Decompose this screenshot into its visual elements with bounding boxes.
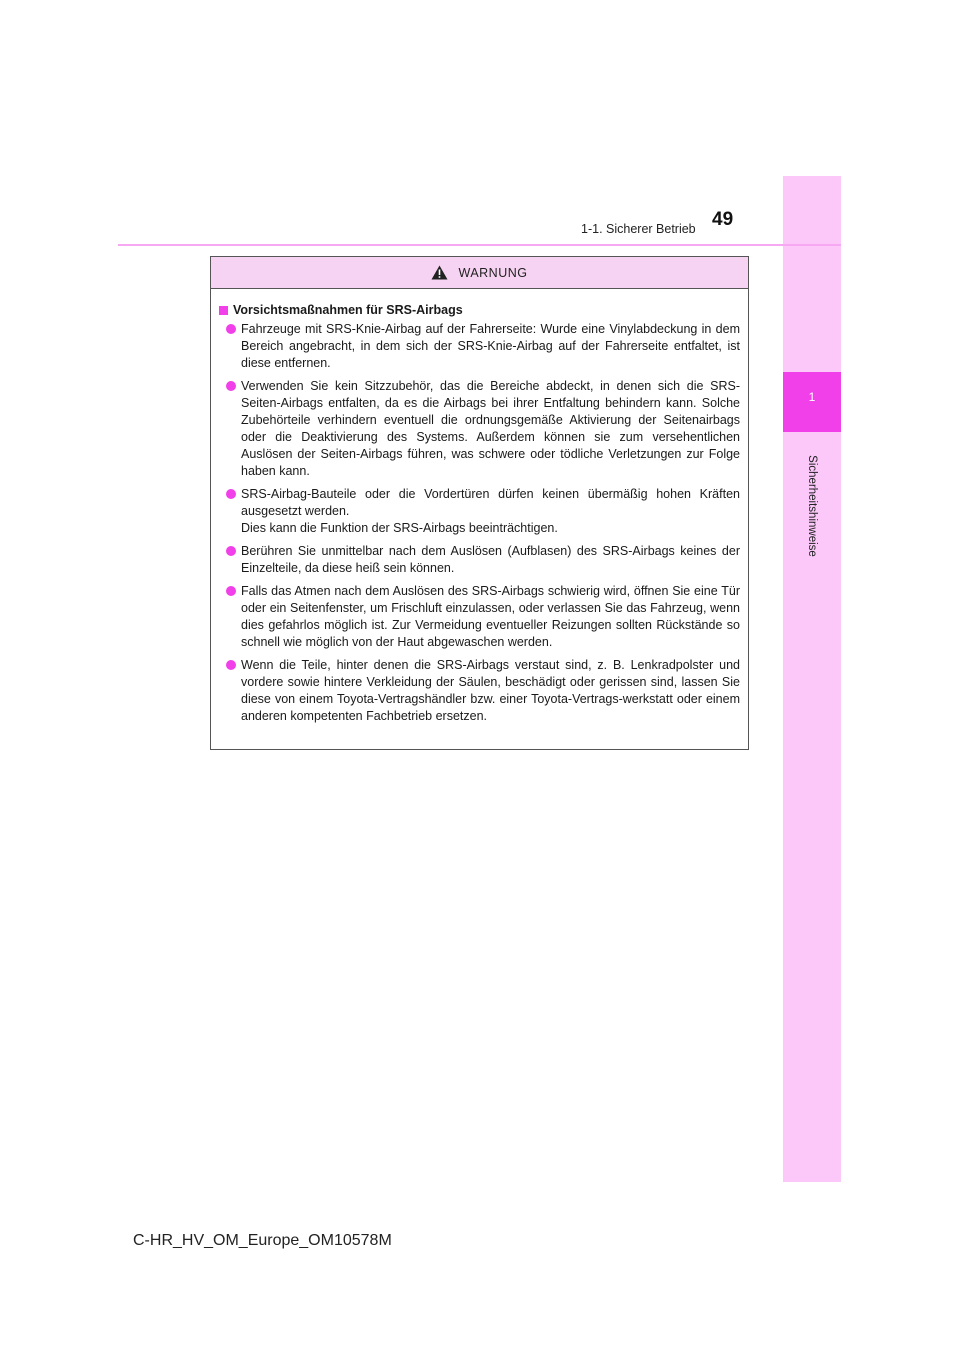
bullet-dot-icon — [226, 546, 236, 556]
header-rule — [118, 244, 841, 246]
warning-subheading-text: Vorsichtsmaßnahmen für SRS-Airbags — [233, 303, 463, 317]
list-item — [219, 378, 740, 480]
warning-body — [211, 289, 748, 725]
square-marker-icon — [219, 306, 228, 315]
list-item-text: Berühren Sie unmittelbar nach dem Auslösen (Aufblasen) des SRS-Airbags keines der Einzelteile, da diese heiß sein können. — [241, 544, 740, 575]
list-item — [219, 321, 740, 372]
bullet-dot-icon — [226, 324, 236, 334]
side-tab-number: 1 — [808, 390, 816, 404]
list-item-text: Wenn die Teile, hinter denen die SRS-Airbags verstaut sind, z. B. Lenkradpolster und vordere sowie hintere Verkleidung der Säulen, beschädigt oder gerissen sind, lassen Sie diese von einem Toyota-Vertragshändler bzw. einer Toyota-Vertrags-werkstatt oder einem anderen kompetenten Fachbetrieb ersetzen. — [241, 658, 740, 723]
bullet-dot-icon — [226, 586, 236, 596]
warning-header — [211, 257, 748, 289]
side-tab — [783, 176, 841, 1182]
bullet-dot-icon — [226, 489, 236, 499]
bullet-dot-icon — [226, 660, 236, 670]
list-item-text: Fahrzeuge mit SRS-Knie-Airbag auf der Fahrerseite: Wurde eine Vinylabdeckung in dem Bereich angebracht, in dem sich der SRS-Knie-Airbag auf der Fahrerseite entfaltet, ist diese entfernen. — [241, 322, 740, 370]
section-title: 1-1. Sicherer Betrieb — [581, 222, 696, 236]
list-item-text: Falls das Atmen nach dem Auslösen des SRS-Airbags schwierig wird, öffnen Sie eine Tür oder ein Seitenfenster, um Frischluft einzulassen, oder verlassen Sie das Fahrzeug, wenn dies gefahrlos möglich ist. Zur Vermeidung eventueller Reizungen sollten Rückstände so schnell wie möglich von der Haut abgewaschen werden. — [241, 584, 740, 649]
warning-triangle-icon — [431, 265, 448, 280]
warning-title: WARNUNG — [458, 265, 528, 280]
list-item — [219, 486, 740, 537]
document-id: C-HR_HV_OM_Europe_OM10578M — [133, 1232, 392, 1249]
warning-box — [210, 256, 749, 750]
warning-subheading — [219, 303, 740, 317]
page-number: 49 — [712, 209, 734, 230]
bullet-dot-icon — [226, 381, 236, 391]
list-item — [219, 657, 740, 725]
side-tab-label: Sicherheitshinweise — [806, 455, 818, 557]
list-item — [219, 583, 740, 651]
list-item-text: SRS-Airbag-Bauteile oder die Vordertüren dürfen keinen übermäßig hohen Kräften ausgesetzt werden. Dies kann die Funktion der SRS-Airbags beeinträchtigen. — [241, 487, 740, 535]
list-item — [219, 543, 740, 577]
list-item-text: Verwenden Sie kein Sitzzubehör, das die Bereiche abdeckt, in denen sich die SRS-Seiten-Airbags entfalten, da es die Airbags bei ihrer Entfaltung behindern kann. Solche Zubehörteile verhindern eventuell die ordnungsgemäße Aktivierung der Seitenairbags oder die Deaktivierung des Systems. Außerdem können sie zum versehentlichen Auslösen der Seiten-Airbags führen, was schwere oder tödliche Verletzungen zur Folge haben kann. — [241, 379, 740, 478]
